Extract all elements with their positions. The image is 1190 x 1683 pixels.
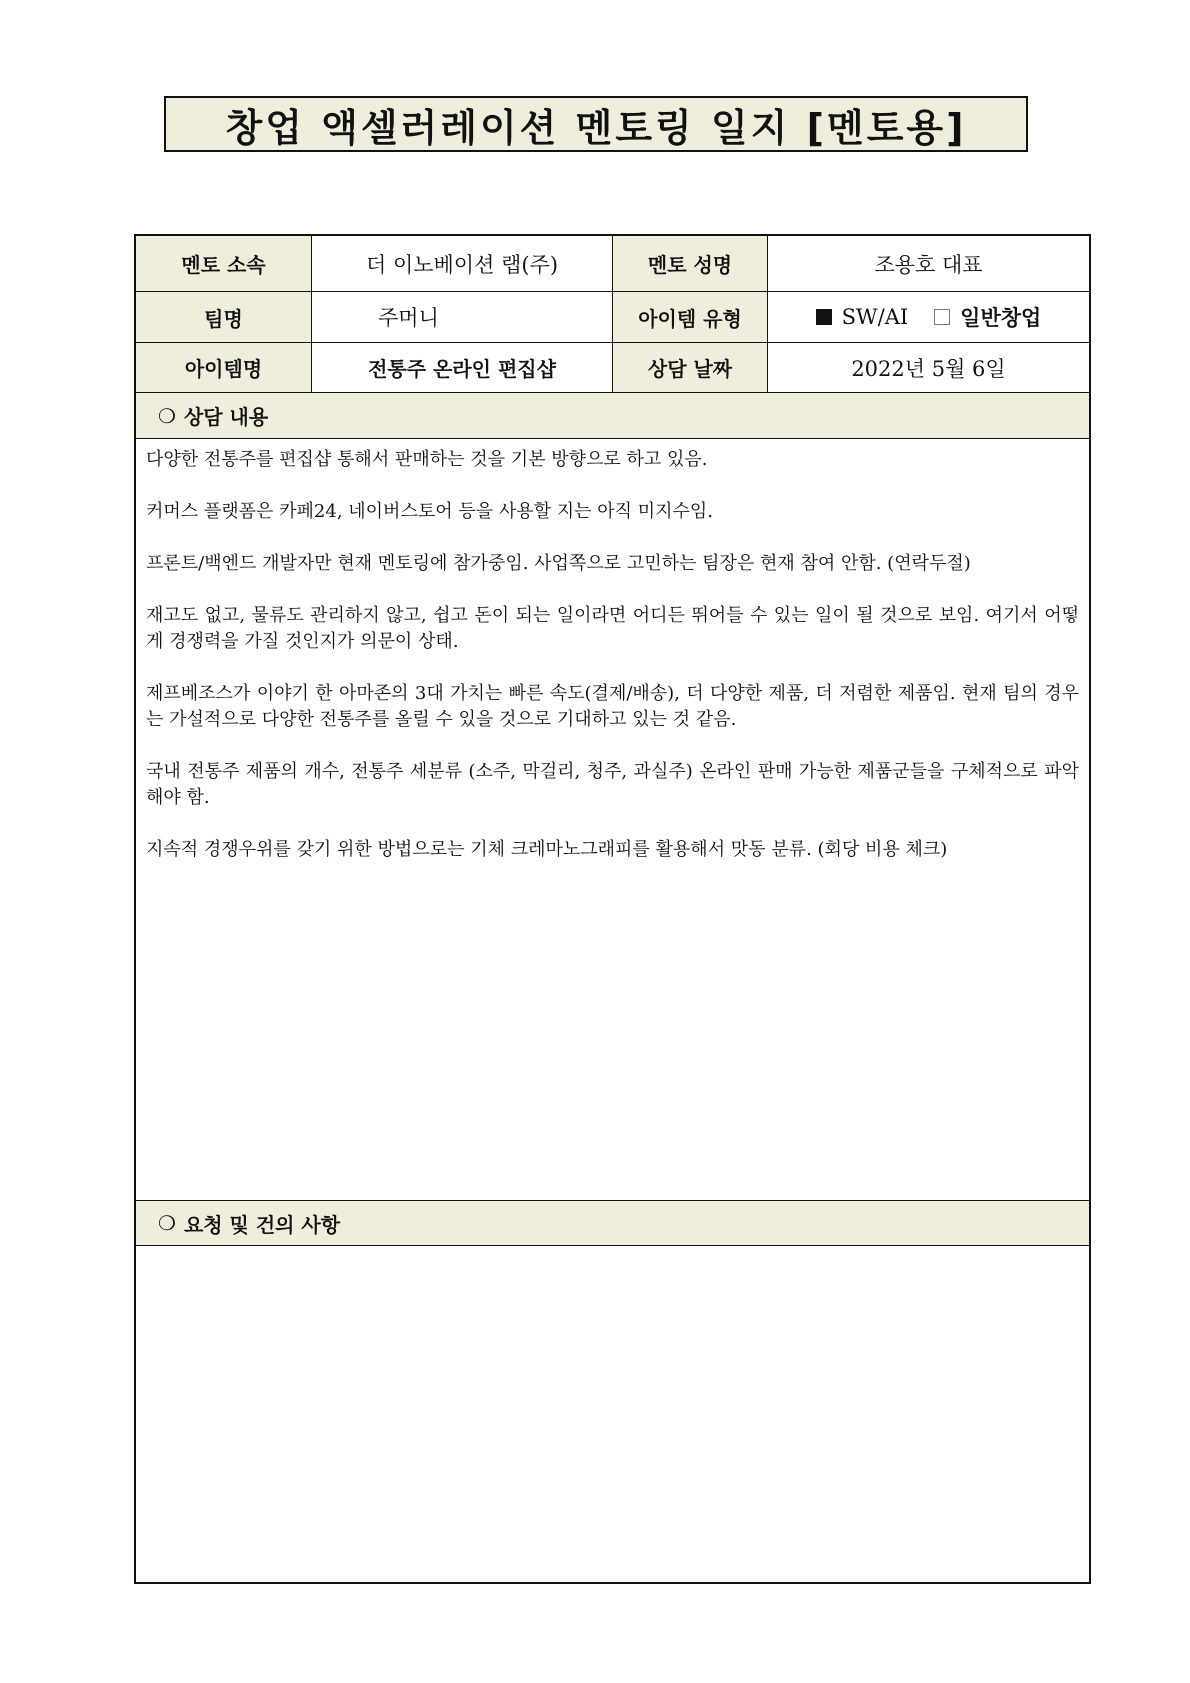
consultation-paragraph: 지속적 경쟁우위를 갖기 위한 방법으로는 기체 크레마노그래피를 활용해서 맛동 분류. (회당 비용 체크)	[146, 839, 948, 860]
requests-heading	[136, 1200, 1089, 1246]
item-type-option-label: 일반창업	[960, 306, 1042, 330]
date-value: 2022년 5월 6일	[768, 343, 1089, 392]
consultation-paragraph: 제프베조스가 이야기 한 아마존의 3대 가치는 빠른 속도(결제/배송), 더 다양한 제품, 더 저렴한 제품임. 현재 팀의 경우는 가설적으로 다양한 전통주를 올릴 수 있을 것으로 기대하고 있는 것 같음.	[146, 683, 1079, 730]
item-type-options	[768, 292, 1089, 342]
circle-bullet-icon: ❍	[158, 403, 176, 428]
requests-heading-text: 요청 및 건의 사항	[183, 1212, 341, 1237]
consultation-paragraph: 재고도 없고, 물류도 관리하지 않고, 쉽고 돈이 되는 일이라면 어디든 뛰어들 수 있는 일이 될 것으로 보임. 여기서 어떻게 경쟁력을 가질 것인지가 의문이 상태.	[146, 605, 1079, 652]
item-name-value: 전통주 온라인 편집샵	[312, 343, 613, 392]
circle-bullet-icon: ❍	[158, 1211, 176, 1235]
team-label: 팀명	[136, 292, 312, 342]
mentor-affiliation-value: 더 이노베이션 랩(주)	[312, 236, 613, 291]
mentor-name-label: 멘토 성명	[613, 236, 768, 291]
consultation-heading	[136, 393, 1089, 439]
document-title: 창업 액셀러레이션 멘토링 일지 [멘토용]	[164, 96, 1028, 152]
info-row-mentor	[136, 236, 1089, 292]
item-type-option-sw-ai[interactable]	[816, 305, 909, 329]
date-label: 상담 날짜	[613, 343, 768, 392]
consultation-paragraph: 다양한 전통주를 편집샵 통해서 판매하는 것을 기본 방향으로 하고 있음.	[146, 449, 708, 470]
team-value: 주머니	[312, 292, 613, 342]
checked-box-icon	[816, 309, 832, 325]
item-type-label: 아이템 유형	[613, 292, 768, 342]
item-name-label: 아이템명	[136, 343, 312, 392]
consultation-content	[146, 447, 1079, 889]
mentor-affiliation-label: 멘토 소속	[136, 236, 312, 291]
item-type-option-label: SW/AI	[841, 305, 909, 329]
mentoring-log-form	[134, 234, 1091, 1584]
consultation-paragraph: 프론트/백엔드 개발자만 현재 멘토링에 참가중임. 사업쪽으로 고민하는 팀장은 현재 참여 안함. (연락두절)	[146, 553, 971, 574]
info-row-team	[136, 292, 1089, 343]
item-type-option-general[interactable]	[908, 302, 1041, 332]
mentor-name-value: 조용호 대표	[768, 236, 1089, 291]
requests-content[interactable]	[136, 1246, 1089, 1582]
unchecked-box-icon	[934, 309, 950, 325]
consultation-paragraph: 커머스 플랫폼은 카페24, 네이버스토어 등을 사용할 지는 아직 미지수임.	[146, 501, 713, 522]
info-row-item	[136, 343, 1089, 393]
consultation-heading-text: 상담 내용	[183, 405, 269, 429]
consultation-paragraph: 국내 전통주 제품의 개수, 전통주 세분류 (소주, 막걸리, 청주, 과실주) 온라인 판매 가능한 제품군들을 구체적으로 파악해야 함.	[146, 761, 1079, 808]
